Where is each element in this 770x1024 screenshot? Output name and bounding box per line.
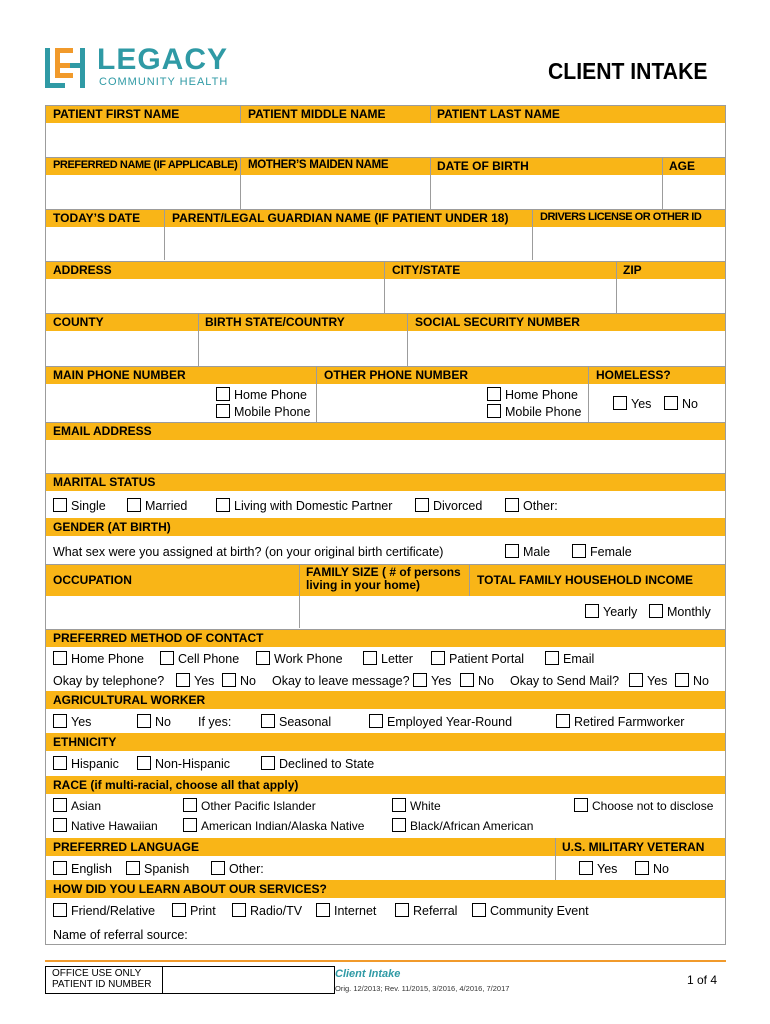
option-label: Radio/TV bbox=[250, 904, 303, 918]
checkbox[interactable] bbox=[216, 404, 230, 418]
label-agricultural: AGRICULTURAL WORKER bbox=[53, 693, 206, 707]
checkbox[interactable] bbox=[53, 714, 67, 728]
message-yes-option[interactable] bbox=[413, 672, 451, 690]
checkbox[interactable] bbox=[172, 903, 186, 917]
checkbox[interactable] bbox=[127, 498, 141, 512]
page-title: CLIENT INTAKE bbox=[548, 58, 708, 84]
checkbox[interactable] bbox=[232, 903, 246, 917]
checkbox[interactable] bbox=[53, 861, 67, 875]
checkbox[interactable] bbox=[53, 498, 67, 512]
dob-field[interactable] bbox=[431, 175, 662, 209]
label-todays-date: TODAY’S DATE bbox=[53, 211, 141, 225]
ethnicity-non-hispanic-option[interactable] bbox=[137, 755, 230, 773]
header-row-5 bbox=[46, 313, 725, 331]
logo-name: LEGACY bbox=[97, 43, 229, 76]
footer-rule bbox=[45, 960, 726, 962]
learn-radio-tv-option[interactable] bbox=[232, 902, 302, 920]
label-language: PREFERRED LANGUAGE bbox=[53, 840, 200, 854]
language-english-option[interactable] bbox=[53, 860, 112, 878]
label-race: RACE (if multi-racial, choose all that apply) bbox=[53, 778, 299, 792]
option-label: Other: bbox=[523, 499, 558, 513]
label-occupation: OCCUPATION bbox=[53, 573, 132, 587]
checkbox[interactable] bbox=[256, 651, 270, 665]
contact-letter-option[interactable] bbox=[363, 650, 413, 668]
option-label: Other: bbox=[229, 862, 264, 876]
contact-patient-portal-option[interactable] bbox=[431, 650, 524, 668]
race-black-option[interactable] bbox=[392, 817, 533, 835]
todays-date-field[interactable] bbox=[46, 227, 164, 260]
option-label: Print bbox=[190, 904, 216, 918]
race-asian-option[interactable] bbox=[53, 797, 101, 815]
checkbox[interactable] bbox=[316, 903, 330, 917]
label-email: EMAIL ADDRESS bbox=[53, 424, 152, 438]
checkbox[interactable] bbox=[649, 604, 663, 618]
option-label: No bbox=[682, 397, 698, 411]
learn-community-event-option[interactable] bbox=[472, 902, 589, 920]
mail-yes-option[interactable] bbox=[629, 672, 667, 690]
age-field[interactable] bbox=[663, 175, 725, 209]
label-age: AGE bbox=[669, 159, 696, 173]
homeless-no-option[interactable] bbox=[664, 395, 698, 413]
agri-retired-option[interactable] bbox=[556, 713, 684, 731]
option-label: No bbox=[155, 715, 171, 729]
marital-divorced-option[interactable] bbox=[415, 497, 482, 515]
checkbox[interactable] bbox=[505, 498, 519, 512]
checkbox[interactable] bbox=[53, 756, 67, 770]
option-label: Employed Year-Round bbox=[387, 715, 513, 729]
option-label: Yes bbox=[631, 397, 652, 411]
checkbox[interactable] bbox=[675, 673, 689, 687]
label-learn: HOW DID YOU LEARN ABOUT OUR SERVICES? bbox=[53, 882, 327, 896]
checkbox[interactable] bbox=[395, 903, 409, 917]
option-label: Living with Domestic Partner bbox=[234, 499, 393, 513]
option-label: Male bbox=[523, 545, 551, 559]
checkbox[interactable] bbox=[487, 387, 501, 401]
option-label: Yes bbox=[431, 674, 452, 688]
option-label: Married bbox=[145, 499, 188, 513]
option-label: Asian bbox=[71, 799, 102, 813]
mail-no-option[interactable] bbox=[675, 672, 709, 690]
gender-male-option[interactable] bbox=[505, 543, 550, 561]
option-label: Yes bbox=[71, 715, 92, 729]
main-mobile-phone-option[interactable] bbox=[216, 403, 310, 421]
option-label: No bbox=[478, 674, 494, 688]
contact-cell-phone-option[interactable] bbox=[160, 650, 239, 668]
checkbox[interactable] bbox=[460, 673, 474, 687]
preferred-name-field[interactable] bbox=[46, 175, 240, 209]
option-label: Friend/Relative bbox=[71, 904, 156, 918]
birth-state-field[interactable] bbox=[199, 331, 407, 366]
checkbox[interactable] bbox=[585, 604, 599, 618]
referral-source-label: Name of referral source: bbox=[53, 928, 188, 942]
mail-question: Okay to Send Mail? bbox=[510, 674, 620, 688]
label-dob: DATE OF BIRTH bbox=[437, 159, 529, 173]
checkbox[interactable] bbox=[53, 818, 67, 832]
label-gender: GENDER (AT BIRTH) bbox=[53, 520, 171, 534]
checkbox[interactable] bbox=[53, 651, 67, 665]
option-label: White bbox=[410, 799, 441, 813]
label-contact: PREFERRED METHOD OF CONTACT bbox=[53, 631, 264, 645]
label-main-phone: MAIN PHONE NUMBER bbox=[53, 368, 186, 382]
gender-question: What sex were you assigned at birth? (on your original birth certificate) bbox=[53, 545, 444, 559]
race-american-indian-option[interactable] bbox=[183, 817, 364, 835]
label-middle-name: PATIENT MIDDLE NAME bbox=[248, 107, 386, 121]
option-label: English bbox=[71, 862, 112, 876]
option-label: Work Phone bbox=[274, 652, 343, 666]
label-marital: MARITAL STATUS bbox=[53, 475, 156, 489]
checkbox[interactable] bbox=[472, 903, 486, 917]
learn-internet-option[interactable] bbox=[316, 902, 376, 920]
checkbox[interactable] bbox=[556, 714, 570, 728]
label-last-name: PATIENT LAST NAME bbox=[437, 107, 560, 121]
checkbox[interactable] bbox=[505, 544, 519, 558]
option-label: Hispanic bbox=[71, 757, 119, 771]
race-hawaiian-option[interactable] bbox=[53, 817, 158, 835]
option-label: Female bbox=[590, 545, 632, 559]
label-guardian: PARENT/LEGAL GUARDIAN NAME (IF PATIENT UNDER 18) bbox=[172, 211, 509, 225]
checkbox[interactable] bbox=[545, 651, 559, 665]
guardian-field[interactable] bbox=[165, 227, 532, 260]
label-license: DRIVERS LICENSE OR OTHER ID bbox=[540, 211, 702, 223]
checkbox[interactable] bbox=[183, 798, 197, 812]
income-monthly-option[interactable] bbox=[649, 603, 711, 621]
option-label: Retired Farmworker bbox=[574, 715, 685, 729]
main-home-phone-option[interactable] bbox=[216, 386, 307, 404]
option-label: Home Phone bbox=[505, 388, 578, 402]
label-city-state: CITY/STATE bbox=[392, 263, 461, 277]
checkbox[interactable] bbox=[572, 544, 586, 558]
income-yearly-option[interactable] bbox=[585, 603, 637, 621]
learn-friend-option[interactable] bbox=[53, 902, 155, 920]
telephone-no-option[interactable] bbox=[222, 672, 256, 690]
other-home-phone-option[interactable] bbox=[487, 386, 578, 404]
telephone-yes-option[interactable] bbox=[176, 672, 214, 690]
option-label: Seasonal bbox=[279, 715, 332, 729]
label-zip: ZIP bbox=[623, 263, 642, 277]
label-ssn: SOCIAL SECURITY NUMBER bbox=[415, 315, 580, 329]
zip-field[interactable] bbox=[617, 279, 725, 313]
form-name: Client Intake bbox=[335, 968, 401, 980]
ssn-field[interactable] bbox=[408, 331, 725, 366]
checkbox[interactable] bbox=[53, 903, 67, 917]
ethnicity-declined-option[interactable] bbox=[261, 755, 374, 773]
checkbox[interactable] bbox=[222, 673, 236, 687]
checkbox[interactable] bbox=[415, 498, 429, 512]
contact-work-phone-option[interactable] bbox=[256, 650, 343, 668]
homeless-yes-option[interactable] bbox=[613, 395, 651, 413]
label-family-size-1: FAMILY SIZE ( # of persons bbox=[306, 565, 461, 579]
ethnicity-hispanic-option[interactable] bbox=[53, 755, 119, 773]
agri-no-option[interactable] bbox=[137, 713, 171, 731]
label-address: ADDRESS bbox=[53, 263, 112, 277]
checkbox[interactable] bbox=[137, 714, 151, 728]
city-state-field[interactable] bbox=[385, 279, 616, 313]
checkbox[interactable] bbox=[579, 861, 593, 875]
header-ethnicity bbox=[46, 733, 725, 751]
label-ethnicity: ETHNICITY bbox=[53, 735, 117, 749]
label-maiden-name: MOTHER’S MAIDEN NAME bbox=[248, 159, 389, 171]
option-label: Declined to State bbox=[279, 757, 375, 771]
option-label: Yearly bbox=[603, 605, 638, 619]
checkbox[interactable] bbox=[261, 756, 275, 770]
option-label: Home Phone bbox=[71, 652, 144, 666]
marital-other-option[interactable] bbox=[505, 497, 558, 515]
option-label: Monthly bbox=[667, 605, 711, 619]
option-label: Letter bbox=[381, 652, 413, 666]
logo-tagline: COMMUNITY HEALTH bbox=[99, 76, 229, 88]
checkbox[interactable] bbox=[216, 498, 230, 512]
label-birth-state: BIRTH STATE/COUNTRY bbox=[205, 315, 345, 329]
marital-single-option[interactable] bbox=[53, 497, 106, 515]
language-spanish-option[interactable] bbox=[126, 860, 189, 878]
message-question: Okay to leave message? bbox=[272, 674, 410, 688]
option-label: Choose not to disclose bbox=[592, 799, 714, 813]
checkbox[interactable] bbox=[392, 798, 406, 812]
office-use-label: OFFICE USE ONLY bbox=[52, 968, 142, 979]
gender-female-option[interactable] bbox=[572, 543, 632, 561]
option-label: No bbox=[653, 862, 669, 876]
option-label: Yes bbox=[647, 674, 668, 688]
logo-mark-icon bbox=[45, 46, 95, 90]
checkbox[interactable] bbox=[183, 818, 197, 832]
label-preferred-name: PREFERRED NAME (IF APPLICABLE) bbox=[53, 159, 238, 171]
option-label: Internet bbox=[334, 904, 377, 918]
marital-domestic-partner-option[interactable] bbox=[216, 497, 392, 515]
checkbox[interactable] bbox=[176, 673, 190, 687]
option-label: Yes bbox=[597, 862, 618, 876]
checkbox[interactable] bbox=[613, 396, 627, 410]
telephone-question: Okay by telephone? bbox=[53, 674, 165, 688]
option-label: Black/African American bbox=[410, 819, 534, 833]
checkbox[interactable] bbox=[392, 818, 406, 832]
option-label: Other Pacific Islander bbox=[201, 799, 316, 813]
checkbox[interactable] bbox=[629, 673, 643, 687]
checkbox[interactable] bbox=[363, 651, 377, 665]
agri-seasonal-option[interactable] bbox=[261, 713, 331, 731]
checkbox[interactable] bbox=[431, 651, 445, 665]
label-income: TOTAL FAMILY HOUSEHOLD INCOME bbox=[477, 573, 694, 587]
patient-id-label: PATIENT ID NUMBER bbox=[52, 979, 152, 990]
option-label: Mobile Phone bbox=[505, 405, 582, 419]
revision-history: Orig. 12/2013; Rev. 11/2015, 3/2016, 4/2016, 7/2017 bbox=[335, 984, 510, 993]
option-label: Yes bbox=[194, 674, 215, 688]
family-size-field[interactable] bbox=[300, 596, 469, 628]
option-label: Spanish bbox=[144, 862, 190, 876]
agri-year-round-option[interactable] bbox=[369, 713, 512, 731]
address-field[interactable] bbox=[46, 279, 384, 313]
option-label: Cell Phone bbox=[178, 652, 240, 666]
checkbox[interactable] bbox=[635, 861, 649, 875]
option-label: Mobile Phone bbox=[234, 405, 311, 419]
checkbox[interactable] bbox=[126, 861, 140, 875]
race-white-option[interactable] bbox=[392, 797, 441, 815]
label-family-size-2: living in your home) bbox=[306, 578, 421, 592]
checkbox[interactable] bbox=[369, 714, 383, 728]
checkbox[interactable] bbox=[211, 861, 225, 875]
option-label: No bbox=[693, 674, 709, 688]
option-label: Community Event bbox=[490, 904, 589, 918]
option-label: Non-Hispanic bbox=[155, 757, 231, 771]
page-number: 1 of 4 bbox=[687, 973, 718, 987]
contact-home-phone-option[interactable] bbox=[53, 650, 144, 668]
agri-yes-option[interactable] bbox=[53, 713, 91, 731]
option-label: Single bbox=[71, 499, 106, 513]
label-veteran: U.S. MILITARY VETERAN bbox=[562, 840, 705, 854]
other-mobile-phone-option[interactable] bbox=[487, 403, 581, 421]
checkbox[interactable] bbox=[664, 396, 678, 410]
race-pacific-option[interactable] bbox=[183, 797, 316, 815]
option-label: Referral bbox=[413, 904, 458, 918]
veteran-yes-option[interactable] bbox=[579, 860, 617, 878]
occupation-field[interactable] bbox=[46, 596, 299, 628]
option-label: Email bbox=[563, 652, 595, 666]
language-other-option[interactable] bbox=[211, 860, 264, 878]
license-field[interactable] bbox=[533, 227, 725, 260]
option-label: Divorced bbox=[433, 499, 483, 513]
checkbox[interactable] bbox=[53, 798, 67, 812]
county-field[interactable] bbox=[46, 331, 198, 366]
logo bbox=[45, 43, 245, 92]
label-first-name: PATIENT FIRST NAME bbox=[53, 107, 180, 121]
checkbox[interactable] bbox=[413, 673, 427, 687]
contact-email-option[interactable] bbox=[545, 650, 594, 668]
option-label: American Indian/Alaska Native bbox=[201, 819, 365, 833]
race-not-disclose-option[interactable] bbox=[574, 797, 713, 815]
checkbox[interactable] bbox=[216, 387, 230, 401]
veteran-no-option[interactable] bbox=[635, 860, 669, 878]
label-homeless: HOMELESS? bbox=[596, 368, 671, 382]
first-name-field[interactable] bbox=[46, 123, 725, 157]
agri-if-yes-label: If yes: bbox=[198, 715, 232, 729]
learn-print-option[interactable] bbox=[172, 902, 216, 920]
checkbox[interactable] bbox=[574, 798, 588, 812]
label-other-phone: OTHER PHONE NUMBER bbox=[324, 368, 469, 382]
option-label: Patient Portal bbox=[449, 652, 525, 666]
checkbox[interactable] bbox=[261, 714, 275, 728]
checkbox[interactable] bbox=[160, 651, 174, 665]
checkbox[interactable] bbox=[487, 404, 501, 418]
option-label: No bbox=[240, 674, 256, 688]
maiden-name-field[interactable] bbox=[241, 175, 430, 209]
message-no-option[interactable] bbox=[460, 672, 494, 690]
learn-referral-option[interactable] bbox=[395, 902, 457, 920]
checkbox[interactable] bbox=[137, 756, 151, 770]
marital-married-option[interactable] bbox=[127, 497, 187, 515]
option-label: Home Phone bbox=[234, 388, 307, 402]
label-county: COUNTY bbox=[53, 315, 104, 329]
option-label: Native Hawaiian bbox=[71, 819, 158, 833]
email-field[interactable] bbox=[46, 440, 725, 473]
